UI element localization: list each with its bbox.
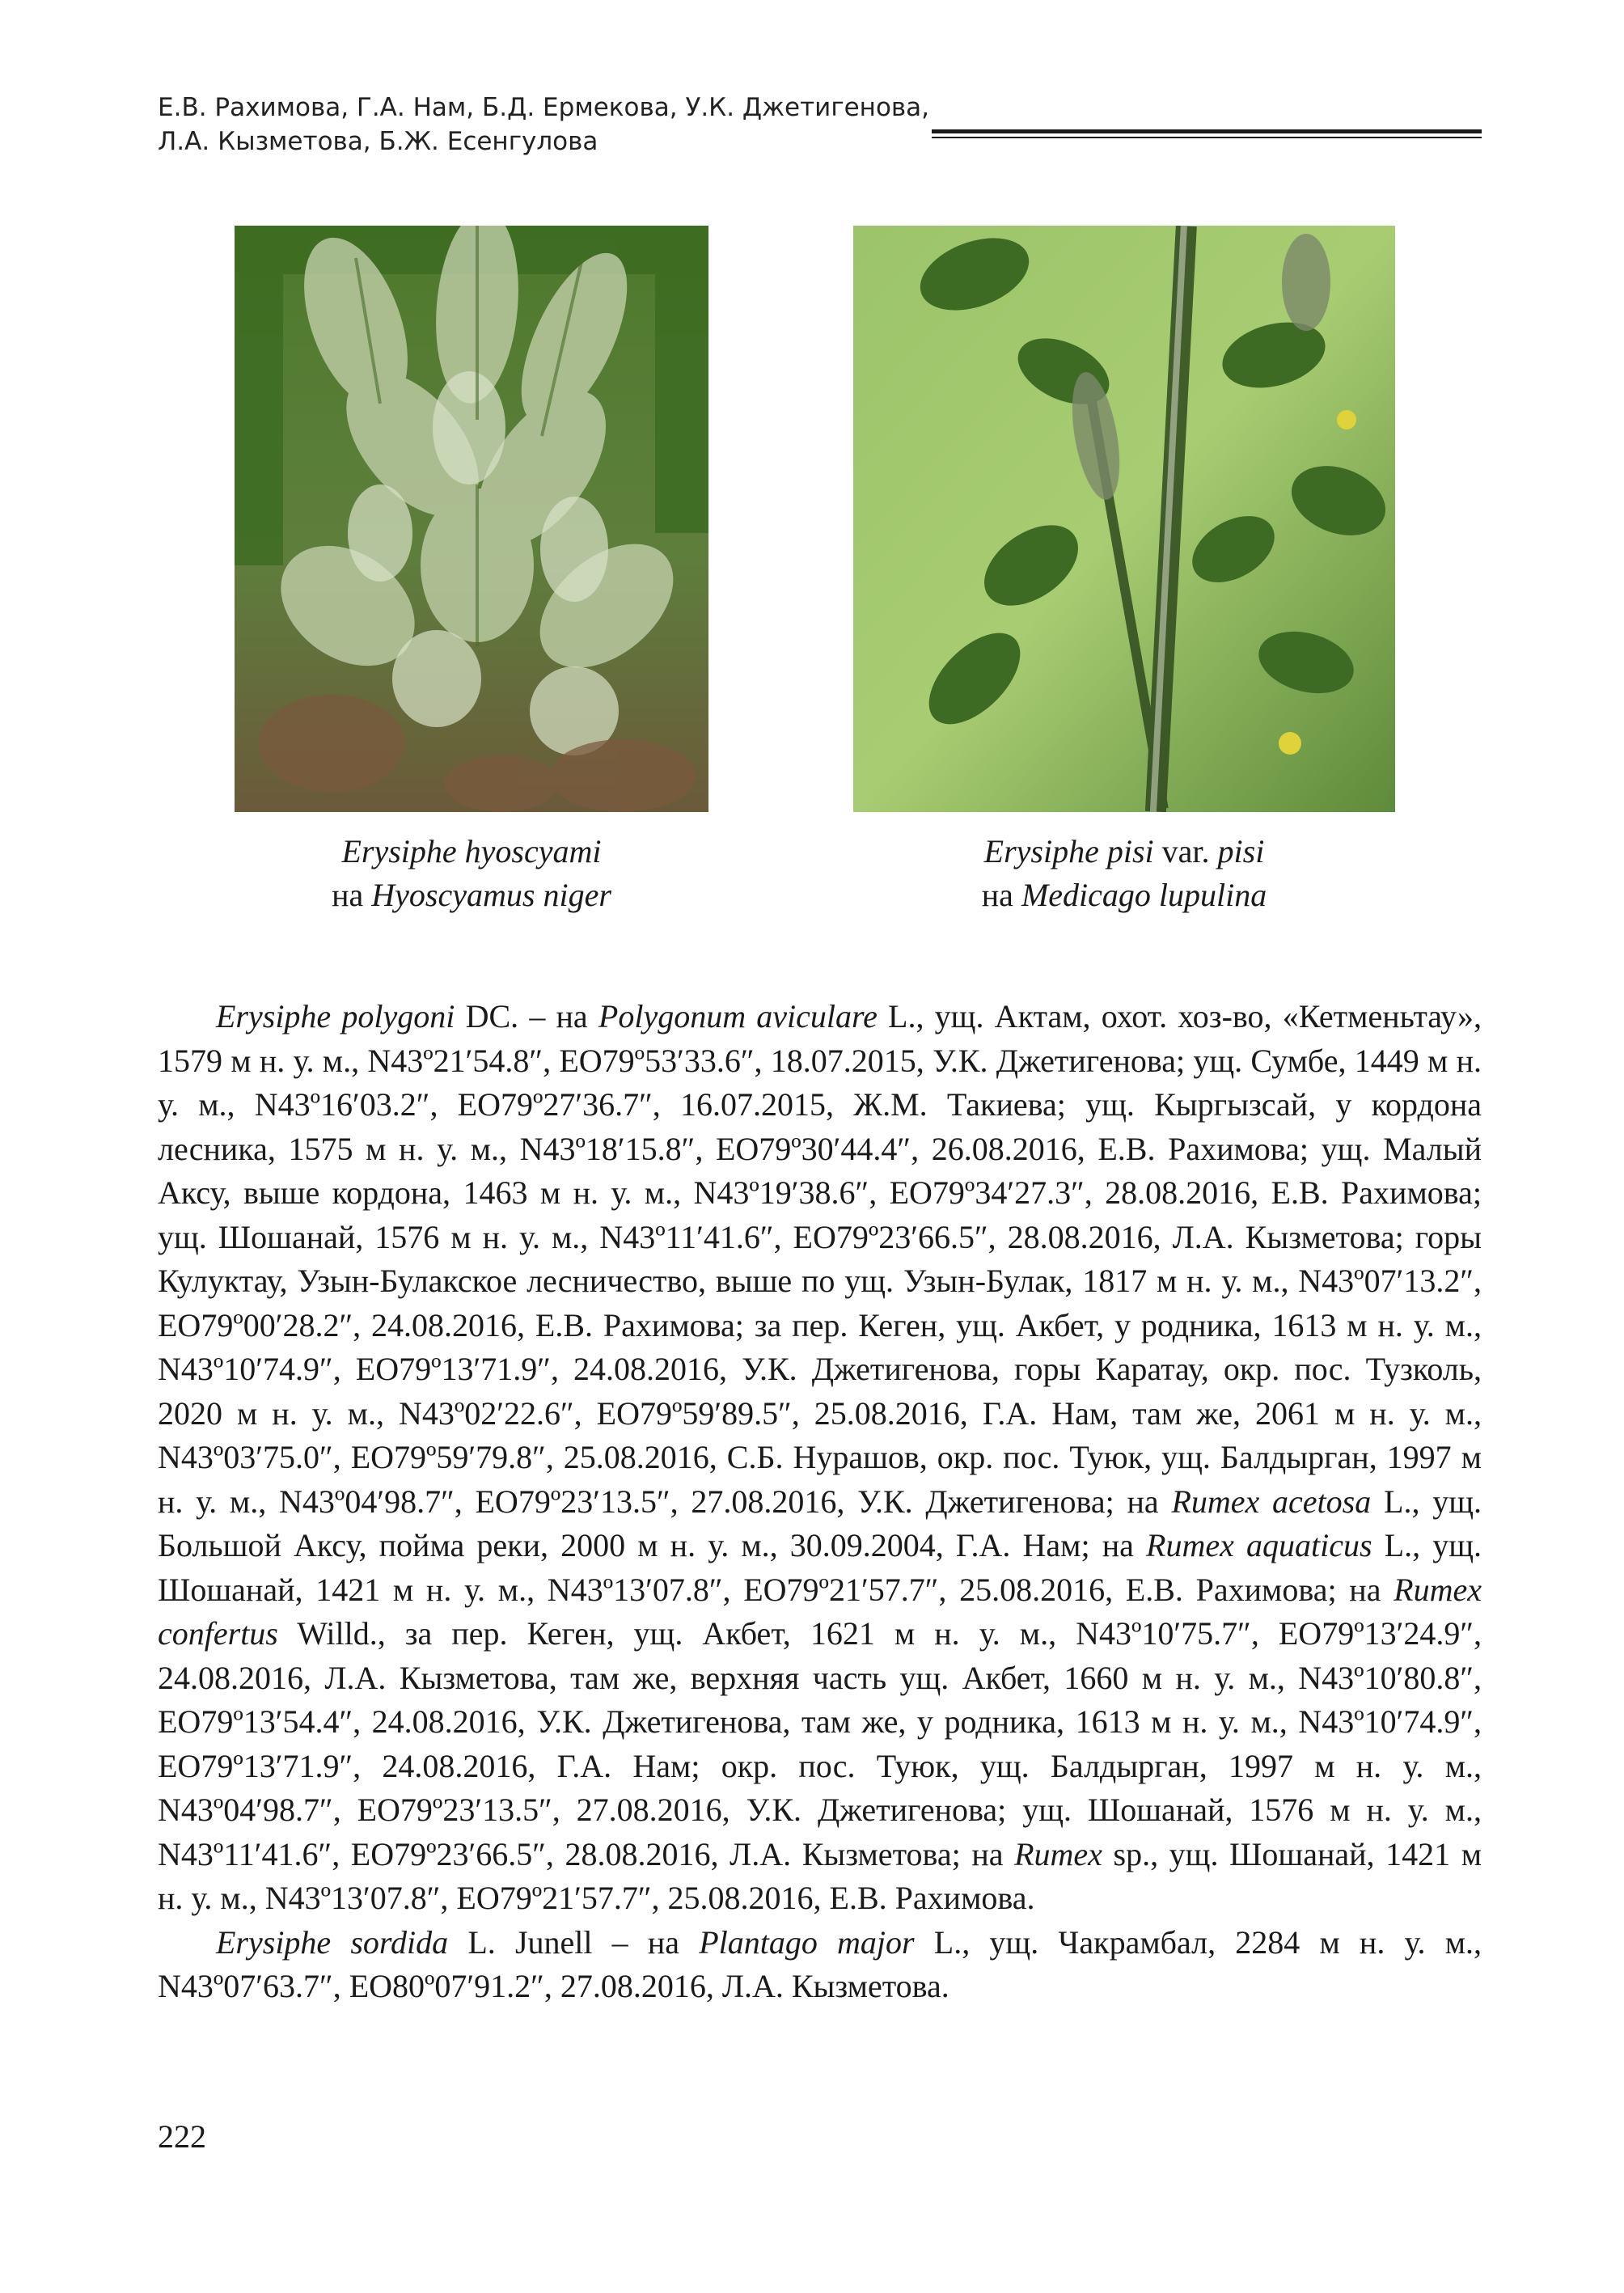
caption-var-name: pisi (1217, 833, 1265, 869)
text-run: L., ущ. Шошанай, 1421 м н. у. м., N43º13′07.8″, EO79º21′57.7″, 25.08.2016, Е.В. Рахимова; на (158, 1527, 1482, 1608)
header-authors-line-1: Е.В. Рахимова, Г.А. Нам, Б.Д. Ермекова, У.К. Джетигенова, (158, 93, 930, 122)
caption-host-name: Medicago lupulina (1021, 877, 1267, 913)
paragraph-erysiphe-sordida (158, 1921, 1482, 2009)
host-name: Rumex acetosa (1171, 1483, 1372, 1520)
text-run: L., ущ. Большой Аксу, пойма реки, 2000 м н. у. м., 30.09.2004, Г.А. Нам; на (158, 1483, 1482, 1563)
caption-var-label: var. (1153, 833, 1218, 869)
header-rule-thin (932, 137, 1482, 138)
text-run: L., ущ. Актам, охот. хоз-во, «Кетменьтау», 1579 м н. у. м., N43º21′54.8″, EO79º53′33.6″, 18.07.2015, У.К. Джетигенова; ущ. Сумбе, 1449 м н. у. м., N43º16′03.2″, EO79º27′36.7″, 16.07.2015, Ж.М. Такиева; ущ. Кыргызсай, у кордона лесника, 1575 м н. у. м., N43º18′15.8″, EO79º30′44.4″, 26.08.2016, Е.В. Рахимова; ущ. Малый Аксу, выше кордона, 1463 м н. у. м., N43º19′38.6″, EO79º34′27.3″, 28.08.2016, Е.В. Рахимова; ущ. Шошанай, 1576 м н. у. м., N43º11′41.6″, EO79º23′66.5″, 28.08.2016, Л.А. Кызметова; горы Кулуктау, Узын-Булакское лесничество, выше по ущ. Узын-Булак, 1817 м н. у. м., N43º07′13.2″, EO79º00′28.2″, 24.08.2016, Е.В. Рахимова; за пер. Кеген, ущ. Акбет, у родника, 1613 м н. у. м., N43º10′74.9″, EO79º13′71.9″, 24.08.2016, У.К. Джетигенова, горы Каратау, окр. пос. Тузколь, 2020 м н. у. м., N43º02′22.6″, EO79º59′89.5″, 25.08.2016, Г.А. Нам, там же, 2061 м н. у. м., N43º03′75.0″, EO79º59′79.8″, 25.08.2016, С.Б. Нурашов, окр. пос. Туюк, ущ. Балдырган, 1997 м н. у. м., N43º04′98.7″, EO79º23′13.5″, 27.08.2016, У.К. Джетигенова; на (158, 998, 1482, 1520)
text-run: sp., ущ. Шошанай, 1421 м н. у. м., N43º13′07.8″, EO79º21′57.7″, 25.08.2016, Е.В. Рахимова. (158, 1835, 1482, 1916)
photo-hyoscyamus-niger (235, 226, 708, 812)
caption-line-host (809, 874, 1440, 917)
running-header (158, 91, 934, 159)
paragraph-erysiphe-polygoni (158, 995, 1482, 1921)
caption-host-name: Hyoscyamus niger (371, 877, 611, 913)
figure-caption-left (235, 830, 708, 917)
caption-line-species (809, 830, 1440, 874)
caption-prefix: на (981, 877, 1021, 913)
figure-caption-right (809, 830, 1440, 917)
text-run: Willd., за пер. Кеген, ущ. Акбет, 1621 м н. у. м., N43º10′75.7″, EO79º13′24.9″, 24.08.2016, Л.А. Кызметова, там же, верхняя часть ущ. Акбет, 1660 м н. у. м., N43º10′80.8″, EO79º13′54.4″, 24.08.2016, У.К. Джетигенова, там же, у родника, 1613 м н. у. м., N43º10′74.9″, EO79º13′71.9″, 24.08.2016, Г.А. Нам; окр. пос. Туюк, ущ. Балдырган, 1997 м н. у. м., N43º04′98.7″, EO79º23′13.5″, 27.08.2016, У.К. Джетигенова; ущ. Шошанай, 1576 м н. у. м., N43º11′41.6″, EO79º23′66.5″, 28.08.2016, Л.А. Кызметова; на (158, 1615, 1482, 1872)
caption-species-name: Erysiphe hyoscyami (341, 833, 602, 869)
host-name: Rumex confertus (158, 1571, 1482, 1652)
plant-photo-icon (235, 226, 708, 812)
caption-species-name: Erysiphe pisi (983, 833, 1154, 869)
main-text (158, 995, 1482, 2009)
caption-line-species (235, 830, 708, 874)
text-run: L. Junell – на (448, 1923, 700, 1961)
header-authors-line-2: Л.А. Кызметова, Б.Ж. Есенгулова (158, 127, 598, 156)
caption-line-host (235, 874, 708, 917)
caption-prefix: на (332, 877, 372, 913)
host-name: Polygonum aviculare (598, 998, 878, 1034)
species-name: Erysiphe polygoni (216, 998, 455, 1034)
header-rule-thick (932, 129, 1482, 133)
host-name: Rumex (1014, 1835, 1102, 1872)
page-number: 222 (158, 2118, 206, 2155)
text-run: L., ущ. Чакрамбал, 2284 м н. у. м., N43º07′63.7″, EO80º07′91.2″, 27.08.2016, Л.А. Кызметова. (158, 1923, 1482, 2004)
host-name: Plantago major (699, 1923, 915, 1961)
text-run: DC. – на (455, 998, 598, 1034)
photo-medicago-lupulina (853, 226, 1395, 812)
host-name: Rumex aquaticus (1146, 1527, 1372, 1563)
plant-photo-icon (853, 226, 1395, 812)
species-name: Erysiphe sordida (216, 1923, 449, 1961)
